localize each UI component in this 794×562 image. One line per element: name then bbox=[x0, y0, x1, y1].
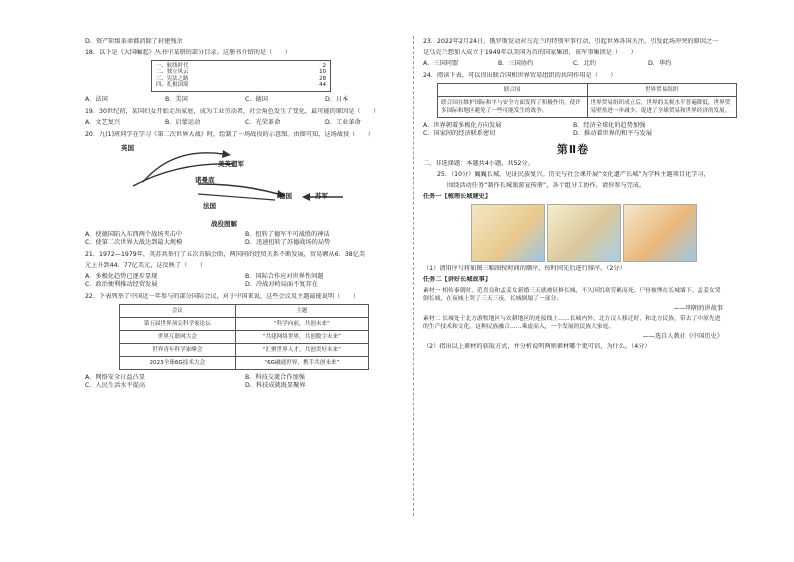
q22-options bbox=[85, 374, 405, 390]
un-wto-table bbox=[437, 83, 737, 118]
option: C．人民生活水平提高 bbox=[85, 381, 146, 389]
question-20: 20．九(1)班同学在学习《第二次世界大战》时，绘制了一场战役的示意图。由图可知，这场战役（ ） bbox=[85, 130, 374, 138]
historical-map bbox=[547, 204, 621, 262]
q20-options bbox=[85, 231, 405, 247]
question-24: 24．阅读下表，可以得出联合国和世界贸易组织的共同作用是（ ） bbox=[423, 72, 617, 79]
question-25-part-2: （2）指出以上素材的获取方式，并分析说明两则素材哪个更可信，为什么。（4分） bbox=[423, 343, 651, 350]
right-column bbox=[423, 38, 731, 354]
option: D．迅速扭转了苏德战场的局势 bbox=[245, 238, 331, 246]
label-germany: 德国 bbox=[279, 191, 292, 200]
option: C．北约 bbox=[573, 60, 596, 67]
option: D．日本 bbox=[325, 95, 349, 103]
conference-table bbox=[119, 304, 369, 370]
table-header: 会议 主题 bbox=[120, 304, 369, 317]
option: D．科技成就既显聚界 bbox=[245, 381, 306, 389]
west-front-arrow bbox=[198, 184, 278, 194]
option: A．法国 bbox=[85, 95, 108, 103]
question-18: 18．以下是《大国崛起》丛书中某册的部分目录。这册书介绍的是（ ） bbox=[85, 49, 291, 56]
material-one-source: ——明朝的讲故事 bbox=[673, 305, 723, 312]
toc-row: 二、独立风云 10 bbox=[156, 69, 326, 76]
option: A．三国同盟 bbox=[423, 60, 459, 67]
toc-row: 四、扎根国境 44 bbox=[156, 82, 326, 89]
q19-options bbox=[85, 119, 405, 127]
table-row: 世界互联网大会 “共建网络世界，共创数字未来” bbox=[120, 330, 369, 343]
material-two-source: ——选自人教社《中国历史》 bbox=[642, 333, 723, 340]
option: B．经济全球化的趋势加强 bbox=[573, 122, 646, 129]
option: B．扭转了德军不可战胜的神话 bbox=[245, 230, 330, 238]
task-one-question: （1）请用序号将如图三幅图按时间的顺序，按时间先后进行排序。（2分） bbox=[423, 265, 626, 272]
arrow-head bbox=[222, 150, 231, 158]
question-22: 22．下表列举了中国近一年参与的部分国际会议，对于中国来说，这些会议及主题最能说明（ ） bbox=[85, 292, 359, 300]
table-row: 2023全球6G技术大会 “6G融通世界，携手共创未来” bbox=[120, 356, 369, 369]
option: D．华约 bbox=[648, 60, 672, 67]
task-one-heading: 任务一【梳理长城建史】 bbox=[423, 193, 492, 200]
option: B．美国 bbox=[165, 95, 188, 103]
book-toc bbox=[151, 60, 331, 92]
material-two: 素材二 长城处于北方游牧地区与农耕地区的连接线上……长城内外，北方汉人移迁时，和北方民族，带去了中原先进的生产技术和文化。这种民族融合……乘虚而入，一个发展的民族大家庭。 bbox=[423, 316, 721, 330]
option: D．工业革命 bbox=[325, 118, 361, 126]
historical-map bbox=[471, 204, 545, 262]
toc-row: 一、航线时代 2 bbox=[156, 63, 326, 69]
option: A．文艺复兴 bbox=[85, 118, 121, 126]
question-21: 21．1972—1979年，英苏共举行了五次首脑会晤，两国间的经贸关系不断发展，贸易额从6．38亿美 bbox=[85, 250, 366, 258]
option: B．三国协约 bbox=[498, 60, 534, 67]
question-23-cont: 是乌克兰想加入成立于1949年以美国为首的国家集团，该军事集团是（ ） bbox=[423, 49, 637, 56]
section-two-heading: 二、非选择题：本题共4小题，共52分。 bbox=[423, 160, 534, 167]
option: B．科技交流合作加强 bbox=[245, 373, 305, 381]
left-column bbox=[85, 38, 405, 394]
option: A．多极化趋势已逐步显现 bbox=[85, 272, 158, 280]
question-25-cont: 围绕活动任务“制作长城旅游宣传册”，各个组分工协作，请你参与完成。 bbox=[447, 182, 646, 189]
battle-diagram bbox=[103, 142, 343, 228]
table-row: 世界青年科学家峰会 “汇聚世界人才，共创美好未来” bbox=[120, 343, 369, 356]
part-two-title: 第Ⅱ卷 bbox=[556, 143, 590, 156]
arrow-head bbox=[302, 193, 310, 201]
historical-map bbox=[623, 204, 697, 262]
option: D．推动着世界的和平与发展 bbox=[573, 130, 653, 137]
q21-options bbox=[85, 273, 405, 289]
label-allied-forces: 美英盟军 bbox=[218, 159, 244, 168]
question-19: 19．30世纪初，某国妇女开始走出家庭，成为工业劳动者，社会角色发生了变化，最可能的原因是（ ） bbox=[85, 107, 380, 115]
q17-option-d: D．资产阶级革命都消除了封建残余 bbox=[85, 38, 183, 45]
option: C．政治便利推动经贸发展 bbox=[85, 280, 158, 288]
q18-options bbox=[85, 96, 405, 104]
option: D．冷战对峙局面不复存在 bbox=[245, 280, 318, 288]
option: A．网络安全日益凸显 bbox=[85, 373, 145, 381]
label-france: 法国 bbox=[203, 201, 216, 210]
column-divider bbox=[413, 36, 414, 516]
toc-row: 三、宪法之路 28 bbox=[156, 75, 326, 82]
option: C．光荣革命 bbox=[245, 118, 281, 126]
question-25: 25．（10分）巍巍长城，见证民族复兴。历史与社会课开展“文化遗产长城”为学科主题项目化学习， bbox=[437, 171, 710, 178]
table-header: 联合国 世界贸易组织 bbox=[438, 84, 737, 97]
q23-options bbox=[423, 60, 723, 68]
question-23: 23．2022年2月24日，俄罗斯发动对乌克兰的特别军事行动，引起世界各国关注。引发此场冲突的原因之一 bbox=[423, 38, 719, 45]
battle-arrows bbox=[103, 142, 343, 228]
option: A．使德国陷入东西两个战场夹击中 bbox=[85, 230, 183, 238]
diagram-caption: 战役图解 bbox=[211, 219, 237, 228]
option: B．启蒙运动 bbox=[165, 118, 201, 126]
option: C．国家间的经济联系密切 bbox=[423, 130, 496, 137]
q24-options bbox=[423, 122, 723, 138]
option: B．国际合作应对世界性问题 bbox=[245, 272, 324, 280]
west-front-arrow bbox=[198, 194, 275, 200]
label-normandy: 诺曼底 bbox=[195, 175, 215, 184]
table-row: 第五届世界顶尖科学家论坛 “科学向前，共创未来” bbox=[120, 317, 369, 330]
option: A．世界朝着多极化方向发展 bbox=[423, 122, 502, 129]
task-two-heading: 任务二【讲好长城故事】 bbox=[423, 276, 492, 283]
table-row: 联合国在维护国际和平与安全方面发挥了积极作用，使许多国际和地区避免了一些可能发生的战争。 世界贸易组织成立后，世界的关税水平普遍降低，世界贸易壁垒进一步减少，促进了全球贸易和世界经济的发展。 bbox=[438, 97, 737, 118]
label-britain: 英国 bbox=[121, 143, 134, 152]
great-wall-maps bbox=[471, 204, 723, 262]
material-one: 素材一 相传秦朝时，范喜良和孟姜女新婚三天就被征修长城，不久因饥寒劳累而死。尸骨被埋在长城墙下。孟姜女哭倒长城，在夜城上哭了三天三夜，长城倒塌了一部分。 bbox=[423, 288, 721, 302]
option: C．使第二次世界大战达到最大规模 bbox=[85, 238, 183, 246]
option: C．德国 bbox=[245, 95, 268, 103]
label-soviet-army: 苏军 bbox=[315, 191, 328, 200]
question-21-cont: 元上升到44．77亿美元，这反映了（ ） bbox=[85, 261, 206, 269]
